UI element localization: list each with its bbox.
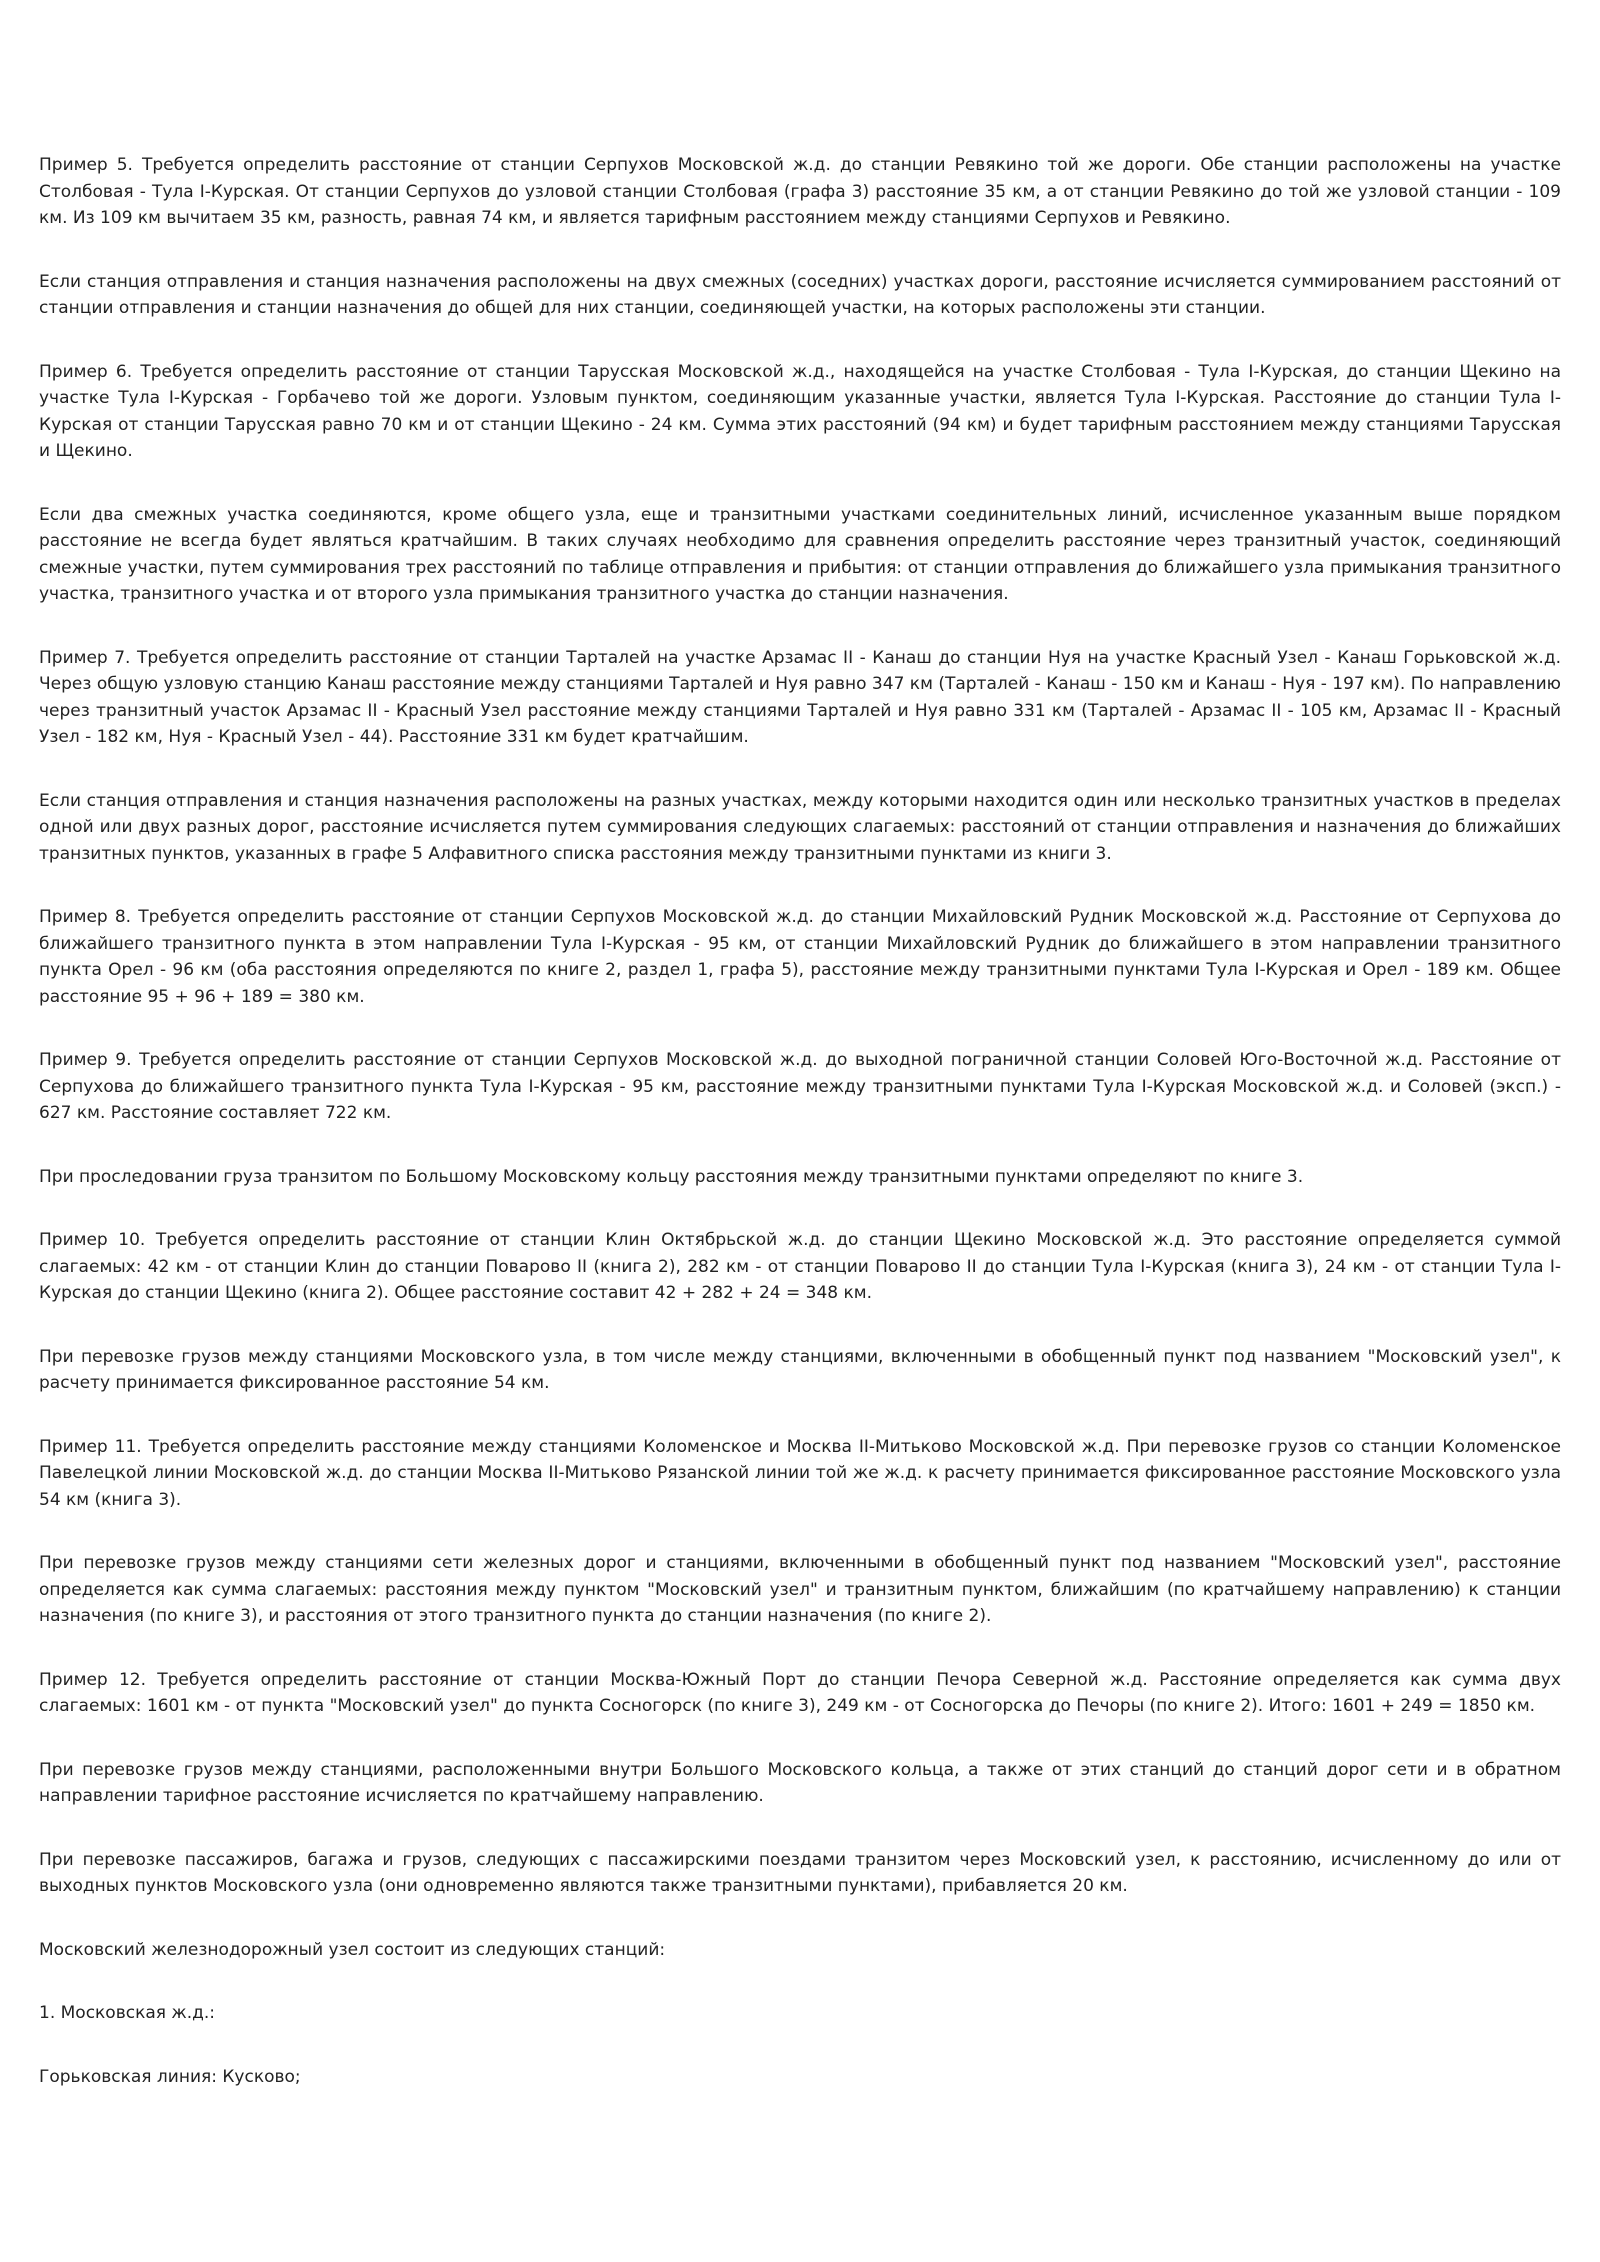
document-body: [39, 152, 1561, 2127]
paragraph-node-stations-intro: Московский железнодорожный узел состоит из следующих станций:: [39, 1939, 666, 1960]
paragraph-example-8: Пример 8. Требуется определить расстояние от станции Серпухов Московской ж.д. до станции Михайловский Рудник Московской ж.д. Расстояние от Серпухова до ближайшего транзитного пункта в этом направлении Тула I-Курская - 95 км, от станции Михайловский Рудник до ближайшего в этом направлении транзитного пункта Орел - 96 км (оба расстояния определяются по книге 2, раздел 1, графа 5), расстояние между транзитными пунктами Тула I-Курская и Орел - 189 км. Общее расстояние 95 + 96 + 189 = 380 км.: [39, 907, 1561, 1007]
paragraph-example-10: Пример 10. Требуется определить расстояние от станции Клин Октябрьской ж.д. до станции Щекино Московской ж.д. Это расстояние определяется суммой слагаемых: 42 км - от станции Клин до станции Поварово II (книга 2), 282 км - от станции Поварово II до станции Тула I-Курская (книга 3), 24 км - от станции Тула I-Курская до станции Щекино (книга 2). Общее расстояние составит 42 + 282 + 24 = 348 км.: [39, 1230, 1561, 1303]
paragraph-different-sections: Если станция отправления и станция назначения расположены на разных участках, между которыми находится один или несколько транзитных участков в пределах одной или двух разных дорог, расстояние исчисляется путем суммирования следующих слагаемых: расстояний от станции отправления и назначения до ближайших транзитных пунктов, указанных в графе 5 Алфавитного списка расстояния между транзитными пунктами из книги 3.: [39, 790, 1561, 864]
paragraph-example-11: Пример 11. Требуется определить расстояние между станциями Коломенское и Москва II-Митьково Московской ж.д. При перевозке грузов со станции Коломенское Павелецкой линии Московской ж.д. до станции Москва II-Митьково Рязанской линии той же ж.д. к расчету принимается фиксированное расстояние Московского узла 54 км (книга 3).: [39, 1436, 1561, 1510]
paragraph-moscow-ring: При проследовании груза транзитом по Большому Московскому кольцу расстояния между транзитными пунктами определяют по книге 3.: [39, 1166, 1304, 1187]
paragraph-example-9: Пример 9. Требуется определить расстояние от станции Серпухов Московской ж.д. до выходной пограничной станции Соловей Юго-Восточной ж.д. Расстояние от Серпухова до ближайшего транзитного пункта Тула I-Курская - 95 км, расстояние между транзитными пунктами Тула I-Курская Московской ж.д. и Соловей (эксп.) - 627 км. Расстояние составляет 722 км.: [39, 1050, 1561, 1123]
paragraph-example-6: Пример 6. Требуется определить расстояние от станции Тарусская Московской ж.д., находящейся на участке Столбовая - Тула I-Курская, до станции Щекино на участке Тула I-Курская - Горбачево той же дороги. Узловым пунктом, соединяющим указанные участки, является Тула I-Курская. Расстояние до станции Тула I-Курская от станции Тарусская равно 70 км и от станции Щекино - 24 км. Сумма этих расстояний (94 км) и будет тарифным расстоянием между станциями Тарусская и Щекино.: [39, 361, 1561, 461]
paragraph-passenger-transit: При перевозке пассажиров, багажа и грузов, следующих с пассажирскими поездами транзитом через Московский узел, к расстоянию, исчисленному до или от выходных пунктов Московского узла (они одновременно являются также транзитными пунктами), прибавляется 20 км.: [39, 1849, 1561, 1896]
paragraph-transit-sections: Если два смежных участка соединяются, кроме общего узла, еще и транзитными участками соединительных линий, исчисленное указанным выше порядком расстояние не всегда будет являться кратчайшим. В таких случаях необходимо для сравнения определить расстояние через транзитный участок, соединяющий смежные участки, путем суммирования трех расстояний по таблице отправления и прибытия: от станции отправления до ближайшего узла примыкания транзитного участка, транзитного участка и от второго узла примыкания транзитного участка до станции назначения.: [39, 504, 1561, 604]
paragraph-example-12: Пример 12. Требуется определить расстояние от станции Москва-Южный Порт до станции Печора Северной ж.д. Расстояние определяется как сумма двух слагаемых: 1601 км - от пункта "Московский узел" до пункта Сосногорск (по книге 3), 249 км - от Сосногорска до Печоры (по книге 2). Итого: 1601 + 249 = 1850 км.: [39, 1669, 1561, 1716]
paragraph-network-to-moscow-node: При перевозке грузов между станциями сети железных дорог и станциями, включенными в обобщенный пункт под названием "Московский узел", расстояние определяется как сумма слагаемых: расстояния между пунктом "Московский узел" и транзитным пунктом, ближайшим (по кратчайшему направлению) к станции назначения (по книге 3), и расстояния от этого транзитного пункта до станции назначения (по книге 2).: [39, 1553, 1561, 1626]
paragraph-list-moscow-railway: 1. Московская ж.д.:: [39, 2003, 215, 2023]
paragraph-inside-ring: При перевозке грузов между станциями, расположенными внутри Большого Московского кольца, а также от этих станций до станций дорог сети и в обратном направлении тарифное расстояние исчисляется по кратчайшему направлению.: [39, 1759, 1561, 1806]
paragraph-example-5: Пример 5. Требуется определить расстояние от станции Серпухов Московской ж.д. до станции Ревякино той же дороги. Обе станции расположены на участке Столбовая - Тула I-Курская. От станции Серпухов до узловой станции Столбовая (графа 3) расстояние 35 км, а от станции Ревякино до той же узловой станции - 109 км. Из 109 км вычитаем 35 км, разность, равная 74 км, и является тарифным расстоянием между станциями Серпухов и Ревякино.: [39, 155, 1561, 228]
paragraph-example-7: Пример 7. Требуется определить расстояние от станции Тарталей на участке Арзамас II - Канаш до станции Нуя на участке Красный Узел - Канаш Горьковской ж.д. Через общую узловую станцию Канаш расстояние между станциями Тарталей и Нуя равно 347 км (Тарталей - Канаш - 150 км и Канаш - Нуя - 197 км). По направлению через транзитный участок Арзамас II - Красный Узел расстояние между станциями Тарталей и Нуя равно 331 км (Тарталей - Арзамас II - 105 км, Арзамас II - Красный Узел - 182 км, Нуя - Красный Узел - 44). Расстояние 331 км будет кратчайшим.: [39, 647, 1561, 747]
paragraph-adjacent-sections: Если станция отправления и станция назначения расположены на двух смежных (соседних) участках дороги, расстояние исчисляется суммированием расстояний от станции отправления и станции назначения до общей для них станции, соединяющей участки, на которых расположены эти станции.: [39, 271, 1561, 318]
paragraph-gorky-line: Горьковская линия: Кусково;: [39, 2066, 301, 2087]
paragraph-moscow-node-fixed: При перевозке грузов между станциями Московского узла, в том числе между станциями, включенными в обобщенный пункт под названием "Московский узел", к расчету принимается фиксированное расстояние 54 км.: [39, 1346, 1561, 1393]
